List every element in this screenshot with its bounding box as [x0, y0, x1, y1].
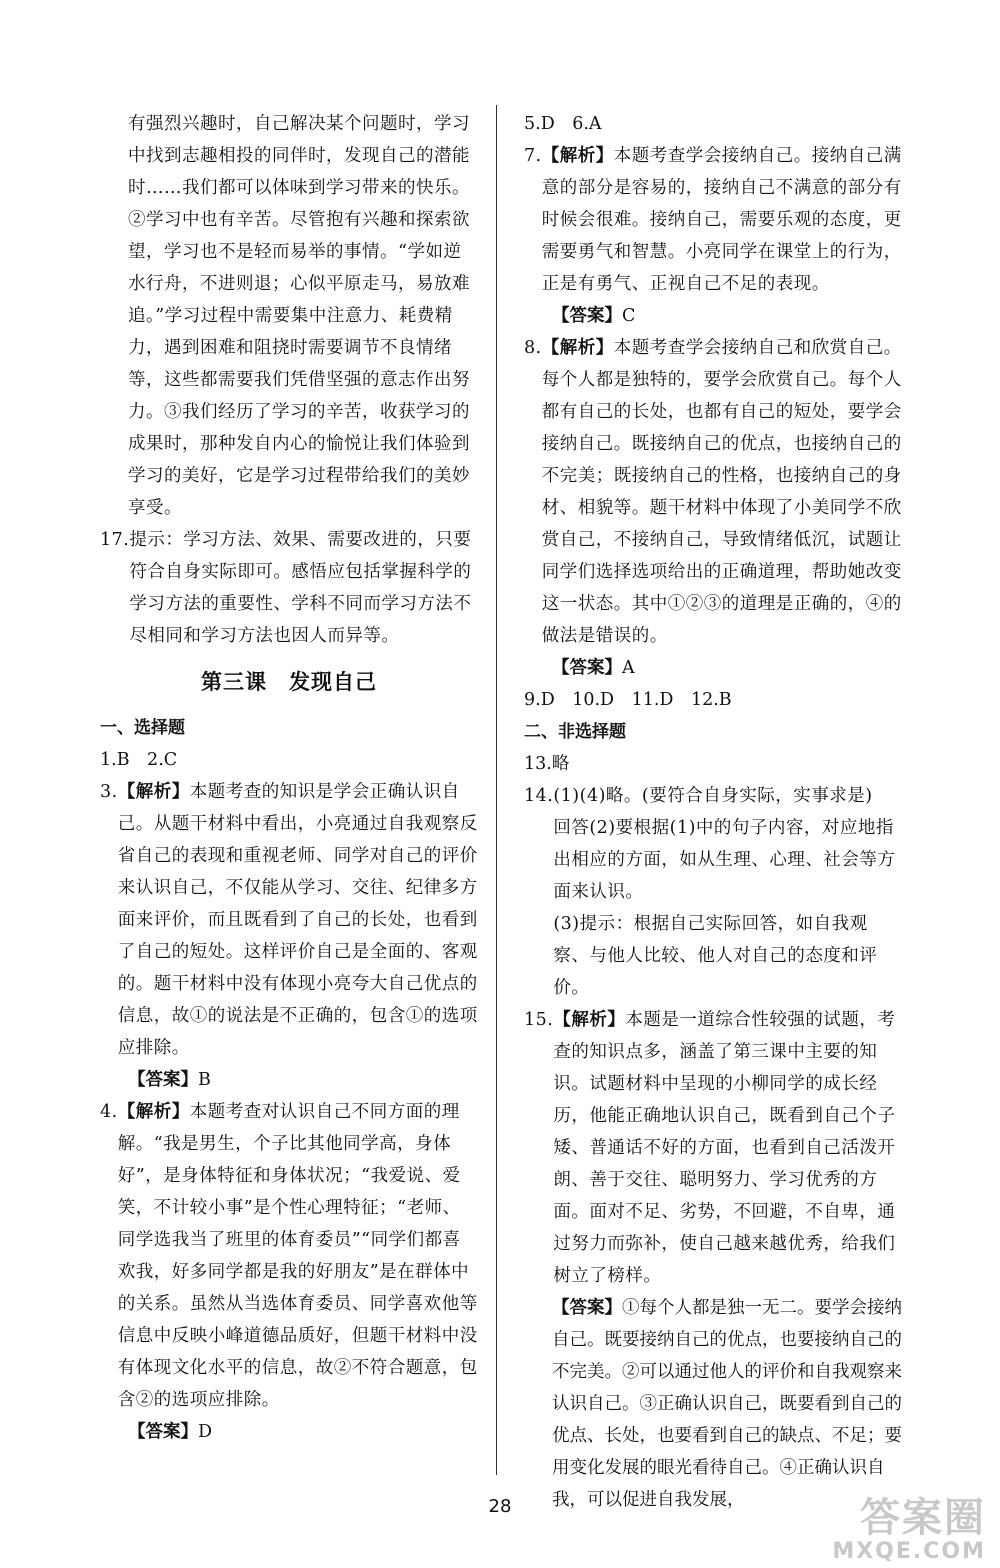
- section-heading-nonchoice: 二、非选择题: [524, 722, 626, 742]
- answer-4: 4. 【解析】本题考查对认识自己不同方面的理解。“我是男生，个子比其他同学高，身体好”，是身体特征和身体状况；“我爱说、爱笑，不计较小事”是个性心理特征；“老师、同学选我当了班里的体育委员”“同学们都喜欢我，好多同学都是我的好朋友”是在群体中的关系。虽然从当选体育委员、同学喜欢他等信息中反映小峰道德品质好，但题干材料中没有体现文化水平的信息，故②不符合题意，包含②的选项应排除。: [100, 1102, 478, 1410]
- watermark-logo: [826, 1496, 986, 1566]
- answer-3: 3. 【解析】本题考查的知识是学会正确认识自己。从题干材料中看出，小亮通过自我观察反省自己的表现和重视老师、同学对自己的评价来认识自己，不仅能从学习、交往、纪律多方面来评价，而且既看到了自己的长处，也看到了自己的短处。这样评价自己是全面的、客观的。题干材料中没有体现小亮夸大自己优点的信息，故①的说法是不正确的，包含①的选项应排除。: [100, 782, 478, 1058]
- lesson-title: 第三课 发现自己: [201, 670, 377, 694]
- answer-3-result: 【答案】B: [128, 1070, 211, 1090]
- continued-paragraph: 有强烈兴趣时，自己解决某个问题时，学习中找到志趣相投的同伴时，发现自己的潜能时……我们都可以体味到学习带来的快乐。②学习中也有辛苦。尽管抱有兴趣和探索欲望，学习也不是轻而易举的事情。“学如逆水行舟，不进则退；心似平原走马，易放难追。”学习过程中需要集中注意力、耗费精力，遇到困难和阻挠时需要调节不良情绪等，这些都需要我们凭借坚强的意志作出努力。③我们经历了学习的辛苦，收获学习的成果时，那种发自内心的愉悦让我们体验到学习的美好，它是学习过程带给我们的美妙享受。: [128, 114, 470, 518]
- answer-8-result: 【答案】A: [552, 658, 635, 678]
- answers-9-12: 9.D 10.D 11.D 12.B: [524, 690, 732, 710]
- left-column: [100, 108, 478, 1448]
- answer-7: 7. 【解析】本题考查学会接纳自己。接纳自己满意的部分是容易的，接纳自己不满意的部分有时候会很难。接纳自己，需要乐观的态度，更需要勇气和智慧。小亮同学在课堂上的行为，正是有勇气、正视自己不足的表现。: [524, 146, 902, 294]
- answer-8: 8. 【解析】本题考查学会接纳自己和欣赏自己。每个人都是独特的，要学会欣赏自己。每个人都有自己的长处，也都有自己的短处，要学会接纳自己。既接纳自己的优点，也接纳自己的不完美；既接纳自己的性格，也接纳自己的身材、相貌等。题干材料中体现了小美同学不欣赏自己，不接纳自己，导致情绪低沉，试题让同学们选择选项给出的正确道理，帮助她改变这一状态。其中①②③的道理是正确的，④的做法是错误的。: [524, 338, 902, 646]
- answer-4-result: 【答案】D: [128, 1422, 213, 1442]
- answer-7-result: 【答案】C: [552, 306, 636, 326]
- answer-13: 13.略: [524, 754, 570, 774]
- watermark-url: MXQE.COM: [832, 1539, 986, 1564]
- answer-15: 15. 【解析】本题是一道综合性较强的试题，考查的知识点多，涵盖了第三课中主要的知识。试题材料中呈现的小柳同学的成长经历，他能正确地认识自己，既看到自己个子矮、普通话不好的方面，也看到自己活泼开朗、善于交往、聪明努力、学习优秀的方面。面对不足、劣势，不回避，不自卑，通过努力而弥补，使自己越来越优秀，给我们树立了榜样。: [524, 1010, 896, 1286]
- page-number: 28: [488, 1496, 512, 1517]
- section-heading-choice: 一、选择题: [100, 718, 185, 738]
- answer-14: 14. (1)(4)略。(要符合自身实际，实事求是) 回答(2)要根据(1)中的句子内容，对应地指出相应的方面，如从生理、心理、社会等方面来认识。 (3)提示：根据自己实际回答，如自我观察、与他人比较、他人对自己的态度和评价。: [524, 786, 896, 998]
- answer-15-result: 【答案】①每个人都是独一无二。要学会接纳自己。既要接纳自己的优点，也要接纳自己的不完美。②可以通过他人的评价和自我观察来认识自己。③正确认识自己，既要看到自己的优点、长处，也要看到自己的缺点、不足；要用变化发展的眼光看待自己。④正确认识自我，可以促进自我发展，: [552, 1298, 902, 1510]
- answer-17: 17. 提示：学习方法、效果、需要改进的，只要符合自身实际即可。感悟应包括掌握科学的学习方法的重要性、学科不同而学习方法不尽相同和学习方法也因人而异等。: [100, 530, 472, 646]
- right-column: [524, 108, 902, 1516]
- watermark-text: 答案圈: [860, 1495, 986, 1541]
- answers-1-2: 1.B 2.C: [100, 750, 178, 770]
- column-divider: [496, 105, 497, 1475]
- answers-5-6: 5.D 6.A: [524, 114, 602, 134]
